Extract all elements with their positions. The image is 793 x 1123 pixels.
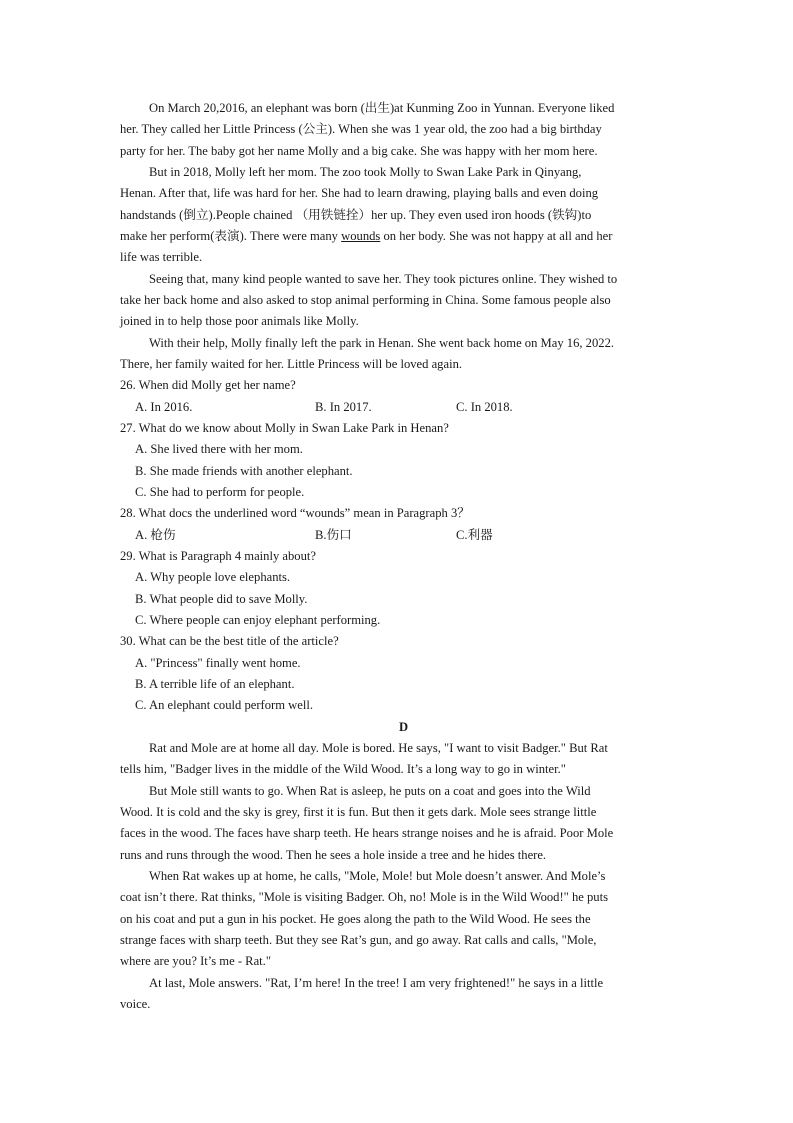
passage-d-line: coat isn’t there. Rat thinks, "Mole is visiting Badger. Oh, no! Mole is in the Wild Wood!" he puts (120, 890, 608, 904)
passage-c-p3-line3: joined in to help those poor animals like Molly. (120, 314, 359, 328)
question-29-option-a: A. Why people love elephants. (135, 570, 291, 584)
passage-d-line: strange faces with sharp teeth. But they see Rat’s gun, and go away. Rat calls and calls, "Mole, (120, 933, 597, 947)
passage-d-line: faces in the wood. The faces have sharp teeth. He hears strange noises and he is afraid. Poor Mole (120, 826, 614, 840)
passage-c-p4-line1: With their help, Molly finally left the park in Henan. She went back home on May 16, 2022. (149, 336, 615, 350)
question-29-option-b: B. What people did to save Molly. (135, 592, 308, 606)
passage-c-p2-line4-after: on her body. She was not happy at all and her (380, 229, 613, 243)
question-29-stem: 29. What is Paragraph 4 mainly about? (120, 549, 316, 563)
passage-d-line: voice. (120, 997, 151, 1011)
passage-c-p2-line5: life was terrible. (120, 250, 203, 264)
passage-d-line: When Rat wakes up at home, he calls, "Mole, Mole! but Mole doesn’t answer. And Mole’s (149, 869, 606, 883)
passage-c-p2-line3: handstands (倒立).People chained （用铁链拴）her up. They even used iron hoods (铁钩)to (120, 208, 592, 222)
question-26-option-c: C. In 2018. (456, 400, 513, 414)
question-28-stem: 28. What docs the underlined word “wounds” mean in Paragraph 3？ (120, 506, 470, 520)
passage-c-p2-line4 (120, 228, 612, 244)
passage-d-line: runs and runs through the wood. Then he sees a hole inside a tree and he hides there. (120, 848, 547, 862)
passage-d-line: Wood. It is cold and the sky is grey, first it is fun. But then it gets dark. Mole sees strange little (120, 805, 597, 819)
question-30-option-b: B. A terrible life of an elephant. (135, 677, 295, 691)
underlined-word-wounds: wounds (341, 229, 381, 243)
question-28-option-a: A. 枪伤 (135, 528, 176, 542)
passage-c-p2-line1: But in 2018, Molly left her mom. The zoo took Molly to Swan Lake Park in Qinyang, (149, 165, 582, 179)
passage-c-p3-line2: take her back home and also asked to stop animal performing in China. Some famous people also (120, 293, 611, 307)
passage-c-p1-line2: her. They called her Little Princess (公主). When she was 1 year old, the zoo had a big birthday (120, 122, 602, 136)
question-29-option-c: C. Where people can enjoy elephant performing. (135, 613, 381, 627)
passage-c-p2-line4-before: make her perform(表演). There were many (120, 229, 342, 243)
question-30-stem: 30. What can be the best title of the article? (120, 634, 339, 648)
passage-c-p3-line1: Seeing that, many kind people wanted to save her. They took pictures online. They wished to (149, 272, 618, 286)
passage-d-line: tells him, "Badger lives in the middle of the Wild Wood. It’s a long way to go in winter." (120, 762, 566, 776)
question-26-option-a: A. In 2016. (135, 400, 193, 414)
passage-d-line: Rat and Mole are at home all day. Mole is bored. He says, "I want to visit Badger." But Rat (149, 741, 608, 755)
passage-d-line: But Mole still wants to go. When Rat is asleep, he puts on a coat and goes into the Wild (149, 784, 591, 798)
question-27-option-b: B. She made friends with another elephant. (135, 464, 353, 478)
passage-d-line: At last, Mole answers. "Rat, I’m here! In the tree! I am very frightened!" he says in a little (149, 976, 604, 990)
passage-d-line: where are you? It’s me - Rat." (120, 954, 271, 968)
question-28-option-c: C.利器 (456, 528, 493, 542)
question-26-stem: 26. When did Molly get her name? (120, 378, 296, 392)
section-heading-d: D (399, 720, 409, 734)
question-30-option-a: A. "Princess" finally went home. (135, 656, 301, 670)
question-26-option-b: B. In 2017. (315, 400, 372, 414)
question-27-stem: 27. What do we know about Molly in Swan Lake Park in Henan? (120, 421, 449, 435)
passage-c-p1-line3: party for her. The baby got her name Molly and a big cake. She was happy with her mom here. (120, 144, 598, 158)
passage-d-line: on his coat and put a gun in his pocket. He goes along the path to the Wild Wood. He sees the (120, 912, 591, 926)
question-28-option-b: B.伤口 (315, 528, 352, 542)
passage-c-p2-line2: Henan. After that, life was hard for her. She had to learn drawing, playing balls and even doing (120, 186, 599, 200)
passage-c-p1-line1: On March 20,2016, an elephant was born (出生)at Kunming Zoo in Yunnan. Everyone liked (149, 101, 615, 115)
question-27-option-a: A. She lived there with her mom. (135, 442, 303, 456)
question-30-option-c: C. An elephant could perform well. (135, 698, 314, 712)
question-27-option-c: C. She had to perform for people. (135, 485, 305, 499)
passage-c-p4-line2: There, her family waited for her. Little Princess will be loved again. (120, 357, 463, 371)
